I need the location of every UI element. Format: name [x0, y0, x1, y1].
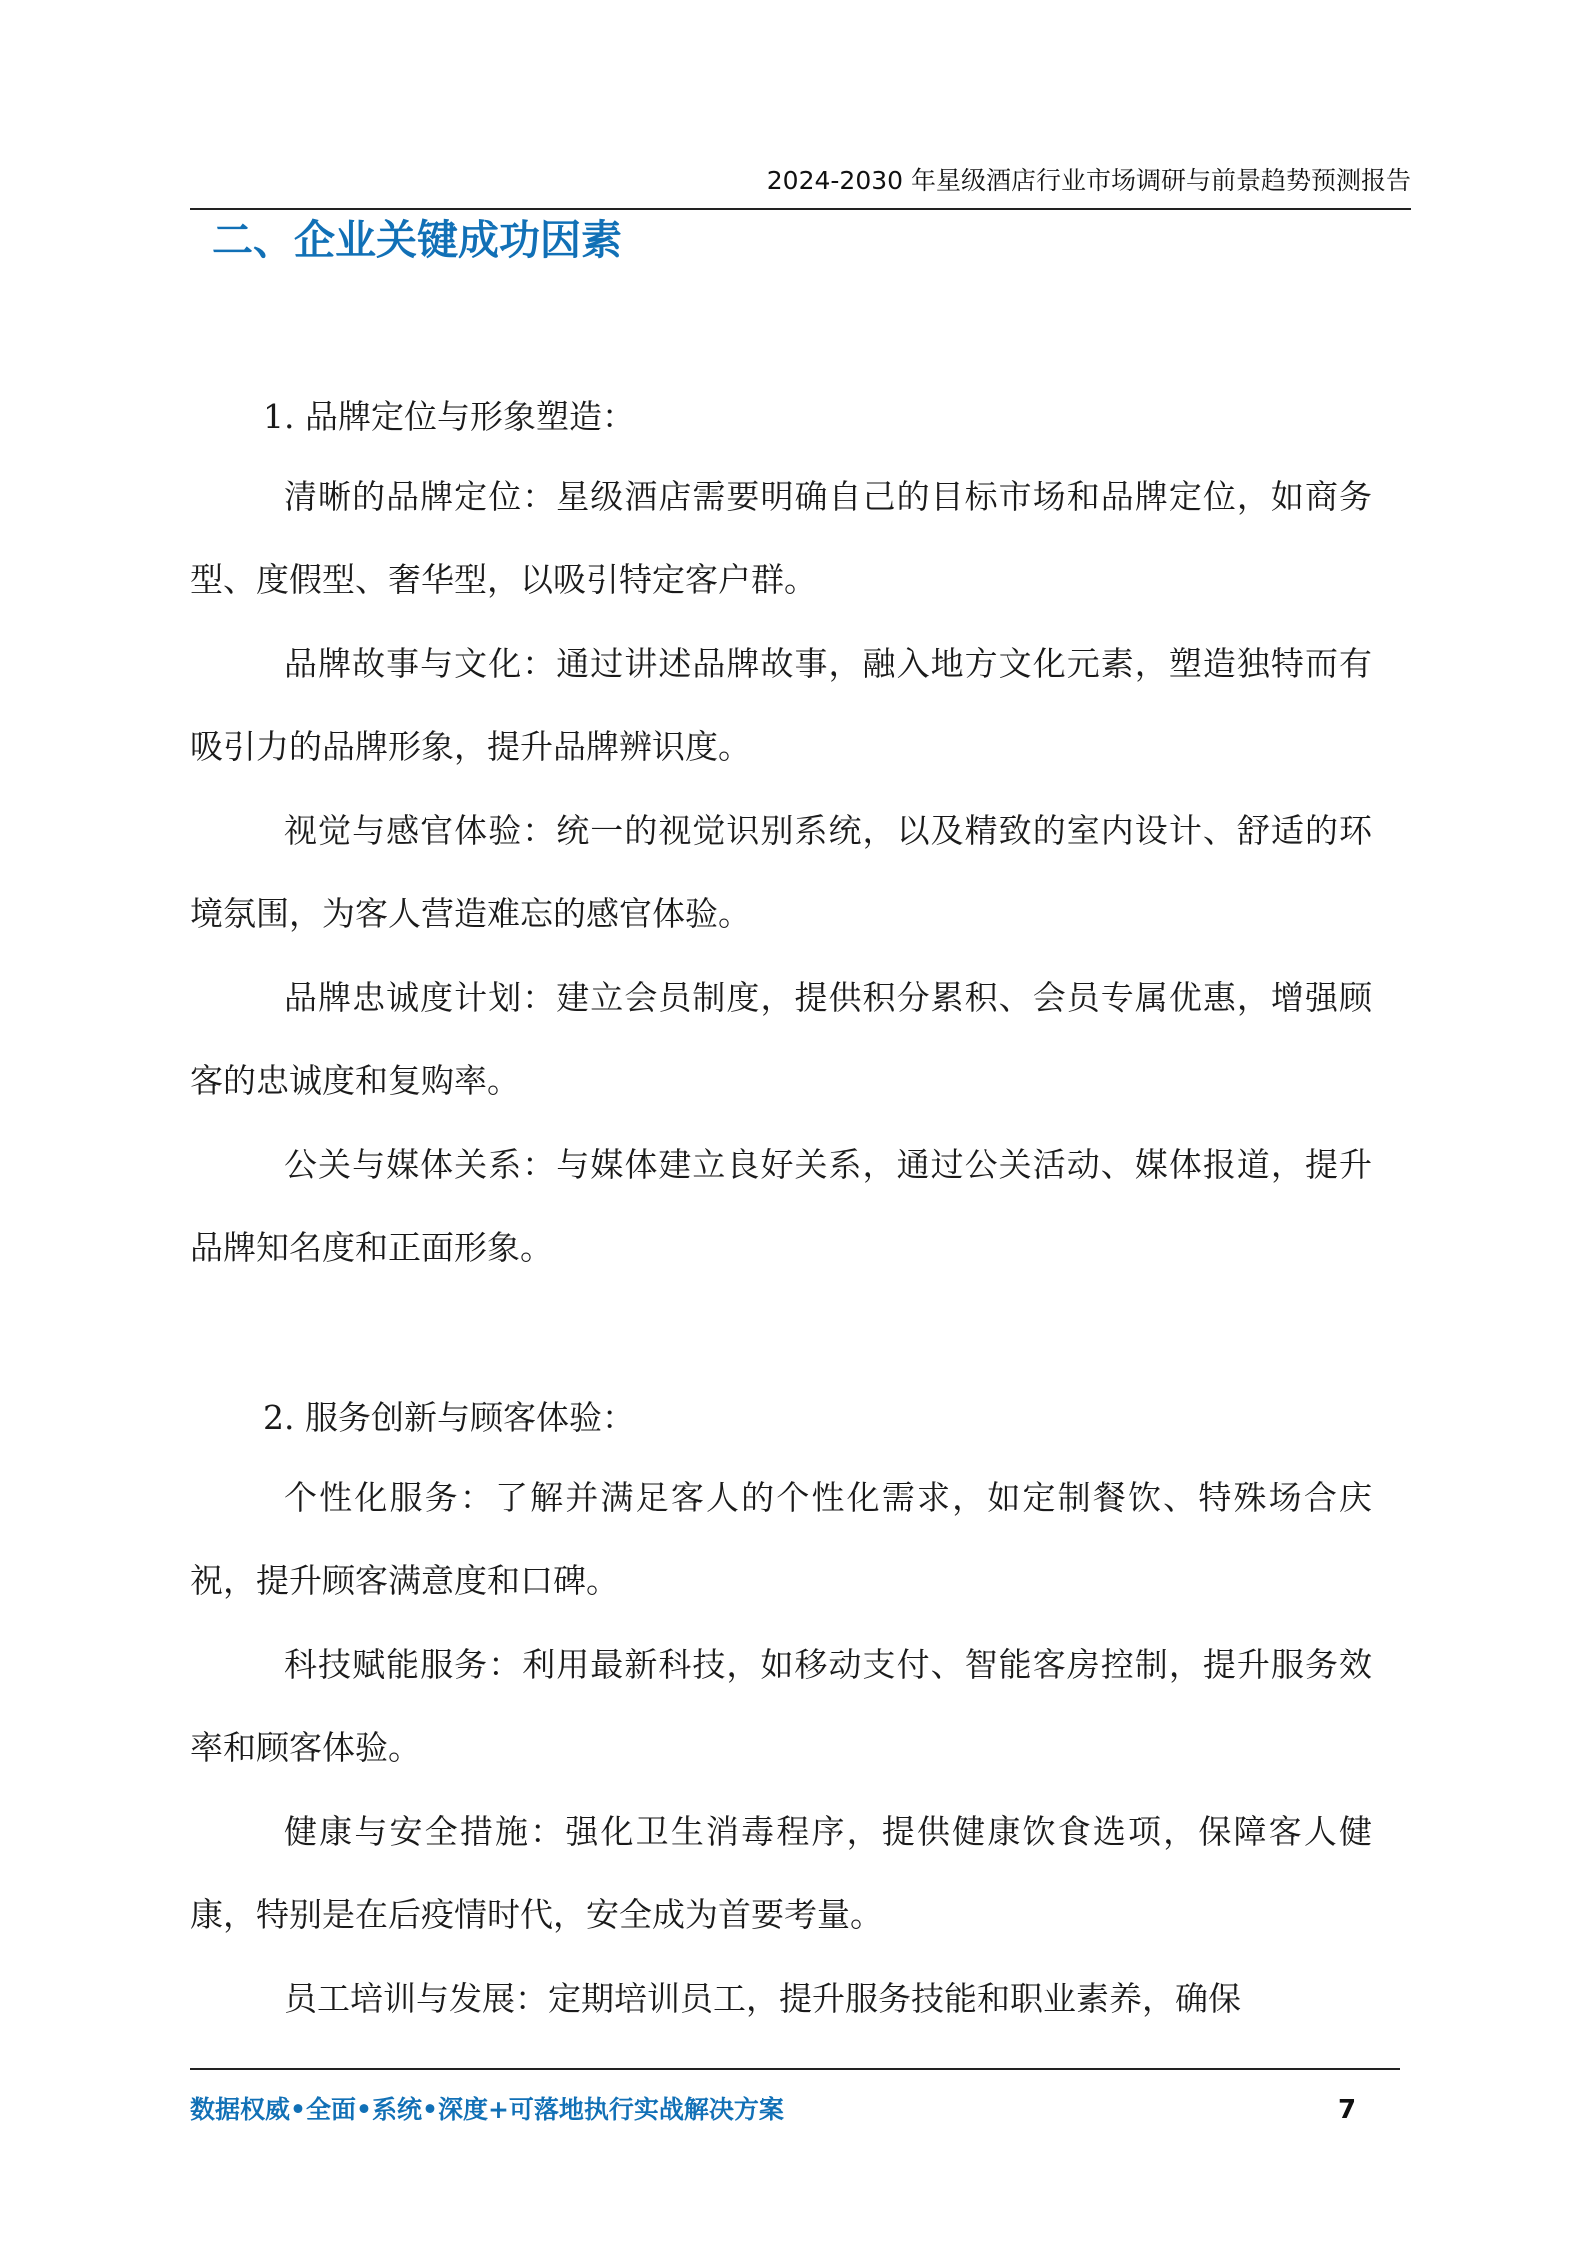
paragraph-tech-service: 科技赋能服务：利用最新科技，如移动支付、智能客房控制，提升服务效率和顾客体验。: [190, 1645, 1372, 1767]
subsection-title-brand: 1. 品牌定位与形象塑造：: [263, 397, 635, 436]
paragraph-personalized-service: 个性化服务：了解并满足客人的个性化需求，如定制餐饮、特殊场合庆祝，提升顾客满意度和口碑。: [190, 1478, 1372, 1600]
footer-slogan: 数据权威•全面•系统•深度+可落地执行实战解决方案: [190, 2095, 784, 2124]
report-header-title: 2024-2030 年星级酒店行业市场调研与前景趋势预测报告: [766, 166, 1411, 195]
paragraph-brand-story: 品牌故事与文化：通过讲述品牌故事，融入地方文化元素，塑造独特而有吸引力的品牌形象，提升品牌辨识度。: [190, 644, 1372, 766]
paragraph-loyalty-program: 品牌忠诚度计划：建立会员制度，提供积分累积、会员专属优惠，增强顾客的忠诚度和复购率。: [190, 978, 1372, 1100]
footer-divider: [190, 2068, 1400, 2070]
paragraph-visual-experience: 视觉与感官体验：统一的视觉识别系统，以及精致的室内设计、舒适的环境氛围，为客人营造难忘的感官体验。: [190, 811, 1372, 933]
page-number: 7: [1338, 2095, 1357, 2125]
paragraph-media-relations: 公关与媒体关系：与媒体建立良好关系，通过公关活动、媒体报道，提升品牌知名度和正面形象。: [190, 1145, 1372, 1267]
section-heading: 二、企业关键成功因素: [212, 216, 622, 264]
paragraph-health-safety: 健康与安全措施：强化卫生消毒程序，提供健康饮食选项，保障客人健康，特别是在后疫情时代，安全成为首要考量。: [190, 1812, 1372, 1934]
paragraph-staff-training: 员工培训与发展：定期培训员工，提升服务技能和职业素养，确保: [284, 1979, 1241, 2018]
subsection-title-service: 2. 服务创新与顾客体验：: [263, 1398, 635, 1437]
paragraph-brand-positioning: 清晰的品牌定位：星级酒店需要明确自己的目标市场和品牌定位，如商务型、度假型、奢华型，以吸引特定客户群。: [190, 477, 1372, 599]
